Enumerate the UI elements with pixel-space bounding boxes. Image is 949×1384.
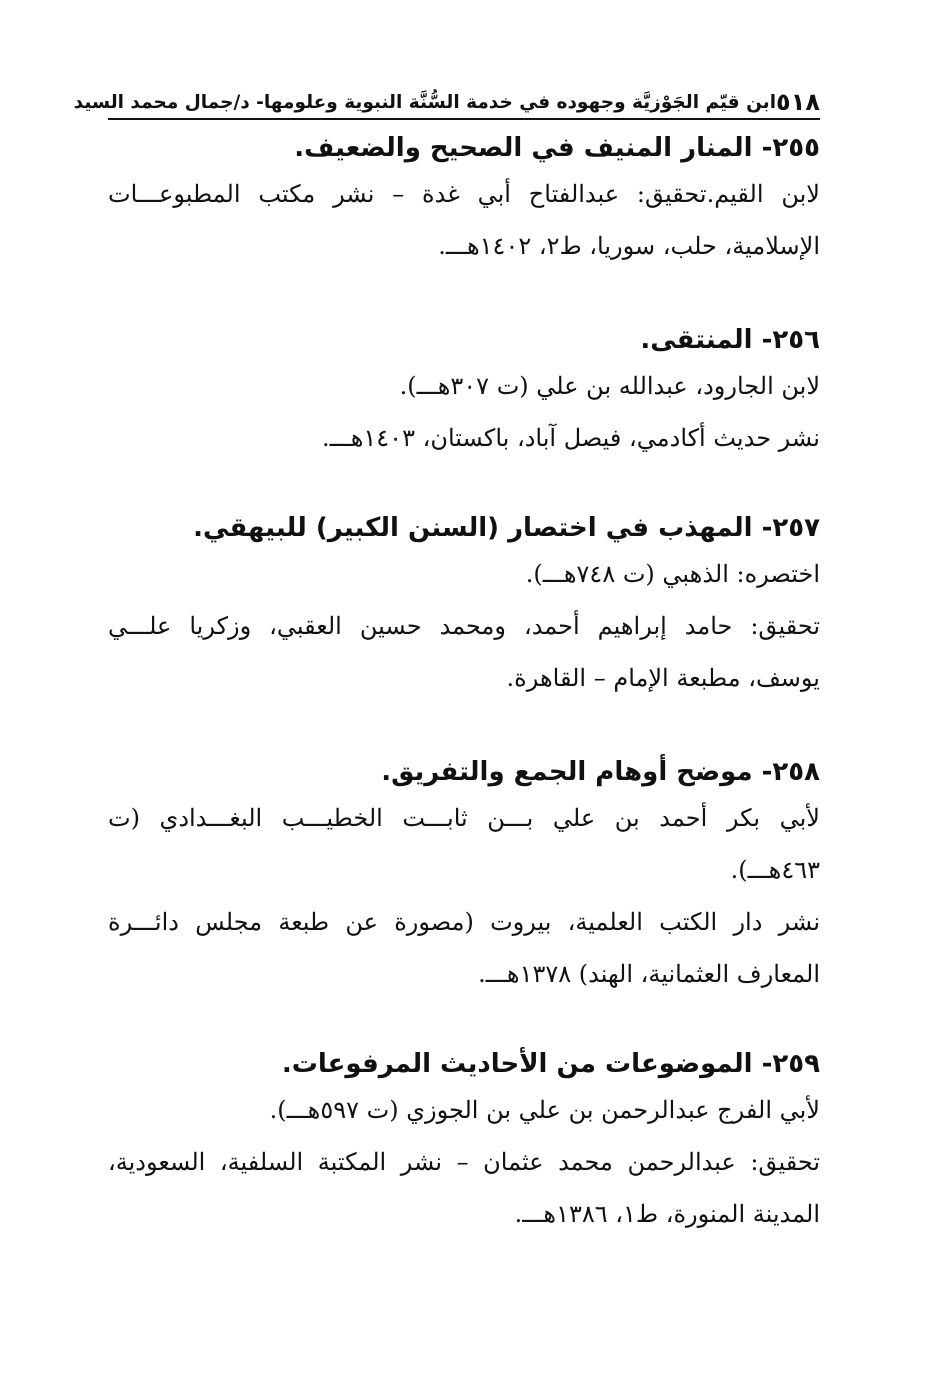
entry-line: نشر حديث أكادمي، فيصل آباد، باكستان، ١٤٠٣هـــ. bbox=[322, 424, 820, 452]
entry-line: تحقيق: حامد إبراهيم أحمد، ومحمد حسين العقبي، وزكريا علـــي bbox=[108, 612, 820, 640]
entry-line: لأبي الفرج عبدالرحمن بن علي بن الجوزي (ت ٥٩٧هـــ). bbox=[269, 1096, 820, 1124]
book-page bbox=[73, 78, 820, 1240]
entry-line: الإسلامية، حلب، سوريا، ط٢، ١٤٠٢هـــ. bbox=[438, 232, 820, 260]
bibliography-entry-255 bbox=[108, 128, 820, 272]
entry-title: ٢٥٩- الموضوعات من الأحاديث المرفوعات. bbox=[281, 1049, 820, 1079]
bibliography-entry-257 bbox=[108, 508, 820, 704]
entry-line: يوسف، مطبعة الإمام – القاهرة. bbox=[506, 664, 820, 692]
page-number: ٥١٨ bbox=[776, 88, 820, 116]
running-header bbox=[73, 78, 820, 120]
entry-line: نشر دار الكتب العلمية، بيروت (مصورة عن طبعة مجلس دائـــرة bbox=[108, 908, 820, 936]
bibliography-entry-258 bbox=[108, 752, 820, 1000]
bibliography-entry-259 bbox=[108, 1044, 820, 1240]
entry-title: ٢٥٥- المنار المنيف في الصحيح والضعيف. bbox=[294, 133, 820, 163]
entry-line: لابن الجارود، عبدالله بن علي (ت ٣٠٧هـــ). bbox=[399, 372, 820, 400]
entry-line: لابن القيم.تحقيق: عبدالفتاح أبي غدة – نشر مكتب المطبوعـــات bbox=[108, 180, 820, 208]
running-header-title: ابن قيّم الجَوْزيَّة وجهوده في خدمة السُّنَّة النبوية وعلومها- د/جمال محمد السيد bbox=[73, 91, 777, 113]
entry-line: ٤٦٣هـــ). bbox=[730, 856, 820, 884]
entry-line: لأبي بكر أحمد بن علي بـــن ثابـــت الخطيـــب البغـــدادي (ت bbox=[108, 804, 820, 832]
entry-title: ٢٥٧- المهذب في اختصار (السنن الكبير) للبيهقي. bbox=[193, 513, 820, 543]
bibliography-entry-256 bbox=[108, 320, 820, 464]
entry-line: اختصره: الذهبي (ت ٧٤٨هـــ). bbox=[525, 560, 820, 588]
entry-line: تحقيق: عبدالرحمن محمد عثمان – نشر المكتبة السلفية، السعودية، bbox=[108, 1148, 820, 1176]
entry-line: المعارف العثمانية، الهند) ١٣٧٨هـــ. bbox=[478, 960, 820, 988]
entry-title: ٢٥٦- المنتقى. bbox=[640, 325, 820, 355]
entry-line: المدينة المنورة، ط١، ١٣٨٦هـــ. bbox=[514, 1200, 820, 1228]
entry-title: ٢٥٨- موضح أوهام الجمع والتفريق. bbox=[381, 757, 820, 787]
